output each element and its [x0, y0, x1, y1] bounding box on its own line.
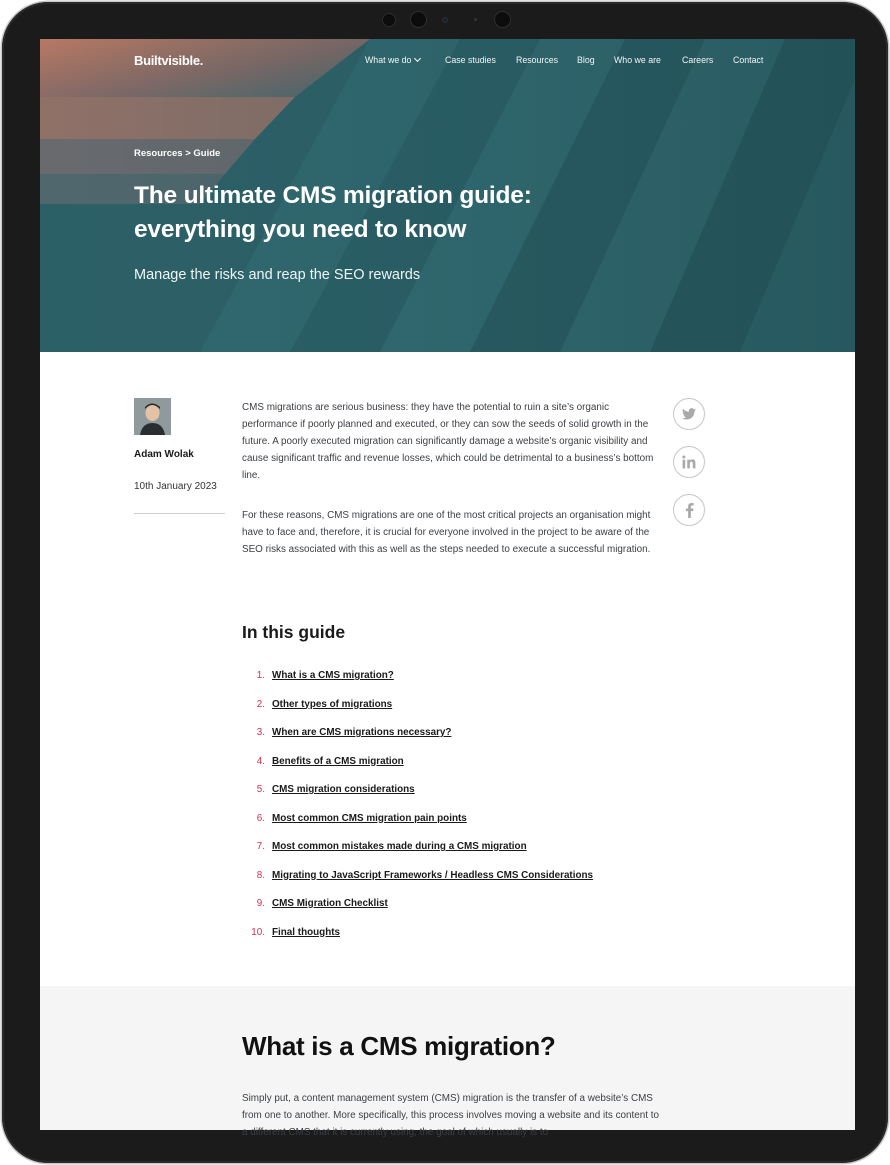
indicator-icon [474, 18, 477, 21]
nav-item-blog[interactable]: Blog [577, 55, 595, 65]
toc-number: 10. [251, 926, 265, 938]
page-title: The ultimate CMS migration guide: everything you need to know [134, 182, 532, 243]
toc-link-checklist[interactable]: CMS Migration Checklist [272, 898, 388, 909]
twitter-icon [682, 408, 696, 420]
camera-icon [410, 11, 427, 28]
author-avatar [134, 398, 171, 435]
toc-item [242, 727, 662, 741]
divider [134, 513, 225, 514]
intro-paragraph: CMS migrations are serious business: they have the potential to ruin a site’s organic performance if poorly planned and executed, or they can sow the seeds of solid growth in the future. A poorly executed migration can significantly damage a website’s organic visibility and cause significant traffic and revenue losses, which could be detrimental to a business’s bottom line. [242, 402, 654, 481]
person-icon [134, 398, 171, 435]
toc-number: 7. [256, 841, 265, 852]
nav-item-what-we-do[interactable] [365, 55, 420, 65]
camera-bar [2, 11, 888, 27]
nav-item-careers[interactable]: Careers [682, 55, 714, 65]
author-name[interactable]: Adam Wolak [134, 449, 194, 460]
toc-item [242, 813, 662, 827]
nav-item-resources[interactable]: Resources [516, 55, 559, 65]
page-subtitle: Manage the risks and reap the SEO rewards [134, 267, 421, 283]
toc-number: 5. [256, 784, 265, 795]
toc-number: 4. [256, 755, 265, 767]
nav-item-contact[interactable]: Contact [733, 55, 764, 65]
toc-number: 8. [256, 869, 265, 881]
toc-item [242, 841, 662, 855]
toc-link-other-types[interactable]: Other types of migrations [272, 698, 393, 710]
brand-logo[interactable]: Builtvisible. [134, 53, 204, 68]
nav-item-who-we-are[interactable]: Who we are [614, 55, 661, 65]
chevron-down-icon [414, 55, 421, 62]
toc-number: 1. [256, 670, 265, 681]
camera-lens-icon [442, 17, 448, 23]
toc-item [242, 870, 662, 884]
toc-item [242, 927, 662, 941]
toc-item [242, 670, 662, 684]
main-navigation [40, 55, 855, 71]
publish-date: 10th January 2023 [134, 481, 217, 492]
toc-item [242, 784, 662, 798]
toc-item [242, 699, 662, 713]
toc-link-final-thoughts[interactable]: Final thoughts [272, 926, 341, 938]
hero-banner [40, 39, 855, 352]
toc-item [242, 756, 662, 770]
toc-number: 9. [256, 898, 265, 909]
toc-item [242, 898, 662, 912]
share-facebook-button[interactable] [673, 494, 705, 526]
browser-screen [40, 39, 855, 1138]
section-heading: What is a CMS migration? [242, 1031, 556, 1061]
toc-number: 3. [256, 727, 265, 738]
toc-number: 2. [256, 698, 265, 710]
share-linkedin-button[interactable] [673, 446, 705, 478]
tablet-frame [2, 2, 888, 1163]
nav-item-case-studies[interactable]: Case studies [445, 55, 496, 65]
toc-link-pain-points[interactable]: Most common CMS migration pain points [272, 812, 467, 824]
guide-heading: In this guide [242, 622, 346, 642]
section-what-is-cms-migration [40, 986, 855, 1138]
toc-link-benefits[interactable]: Benefits of a CMS migration [272, 755, 404, 767]
toc-number: 6. [256, 812, 265, 824]
intro-paragraph: For these reasons, CMS migrations are one of the most critical projects an organisation might have to face and, therefore, it is crucial for everyone involved in the project to be aware of the SEO risks associated with this as well as the steps needed to execute a successful migration. [242, 510, 651, 555]
nav-label: What we do [365, 55, 412, 65]
breadcrumb[interactable]: Resources > Guide [134, 148, 221, 159]
toc-link-considerations[interactable]: CMS migration considerations [272, 784, 415, 795]
share-twitter-button[interactable] [673, 398, 705, 430]
toc-link-javascript-headless[interactable]: Migrating to JavaScript Frameworks / Headless CMS Considerations [272, 869, 594, 881]
linkedin-icon [682, 455, 696, 469]
facebook-icon [685, 503, 694, 518]
toc-link-when-necessary[interactable]: When are CMS migrations necessary? [272, 727, 452, 738]
sensor-icon [494, 11, 511, 28]
section-paragraph: Simply put, a content management system (CMS) migration is the transfer of a website’s CMS from one to another. More specifically, this process involves moving a website and its content to a different CMS that it is currently using, the goal of which usually is to [242, 1093, 659, 1138]
sensor-icon [382, 13, 396, 27]
toc-link-common-mistakes[interactable]: Most common mistakes made during a CMS migration [272, 841, 527, 852]
toc-link-what-is-cms-migration[interactable]: What is a CMS migration? [272, 670, 394, 681]
